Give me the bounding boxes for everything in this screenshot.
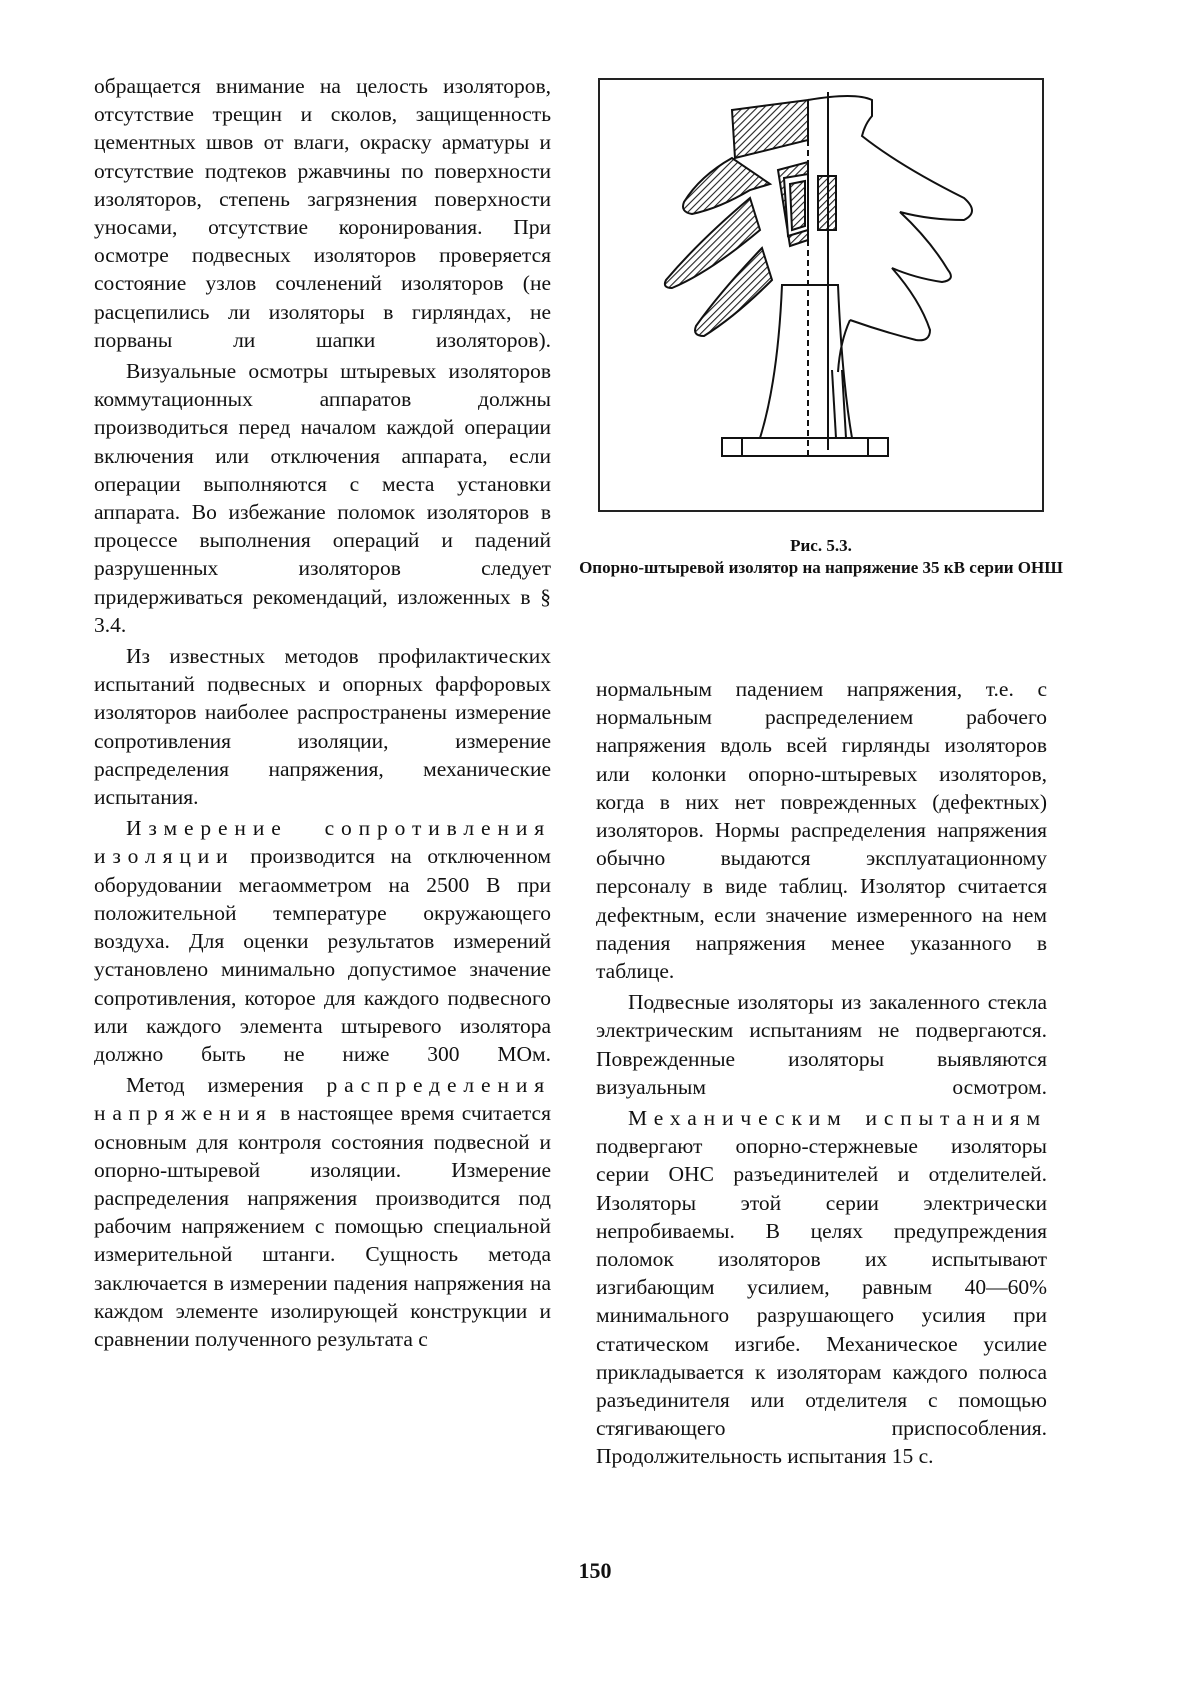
paragraph-6: нормальным падением напряжения, т.е. с нормальным распределением рабочего напряжения вдоль всей гирлянды изоляторов или колонки опорно-штыревых изоляторов, когда в них нет поврежденных (дефектных) изоляторов. Нормы распределения напряжения обычно выдаются эксплуатационному персоналу в виде таблиц. Изолятор считается дефектным, если значение измеренного на нем падения напряжения менее указанного в таблице.	[596, 677, 1047, 984]
right-text-column	[596, 675, 1047, 1471]
insulator-figure	[598, 78, 1044, 512]
paragraph-5	[94, 1071, 551, 1353]
paragraph-5-start: Метод измерения	[126, 1073, 327, 1098]
paragraph-8	[596, 1104, 1047, 1471]
page-number: 150	[578, 1558, 612, 1583]
paragraph-1: обращается внимание на целость изоляторов, отсутствие трещин и сколов, защищенность цементных швов от влаги, окраску арматуры и отсутствие подтеков ржавчины по поверхности изоляторов, степень загрязнения поверхности уносами, отсутствие коронирования. При осмотре подвесных изоляторов проверяется состояние узлов сочленений изоляторов (не расцепились ли изоляторы в гирляндах, не порваны ли шапки изоляторов).	[94, 74, 551, 352]
paragraph-7: Подвесные изоляторы из закаленного стекла электрическим испытаниям не подвергаются. Поврежденные изоляторы выявляются визуальным осмотром.	[596, 990, 1047, 1099]
spaced-term-distribution: распределения напряжения	[94, 1073, 551, 1126]
left-text-column	[94, 72, 551, 1353]
paragraph-4	[94, 814, 551, 1068]
insulator-drawing	[600, 80, 1042, 510]
spaced-term-mechanical: Механическим испытаниям	[628, 1106, 1047, 1131]
figure-number: Рис. 5.3.	[790, 536, 852, 555]
paragraph-8-text: подвергают опорно-стержневые изоляторы серии ОНС разъединителей и отделителей. Изоляторы этой серии электрически непробиваемы. В целях предупреждения поломок изоляторов их испытывают изгибающим усилием, равным 40—60% минимального разрушающего усилия при статическом изгибе. Механическое усилие прикладывается к изоляторам каждого полюса разъединителя или отделителя с помощью стягивающего приспособления. Продолжительность испытания 15 с.	[596, 1134, 1047, 1469]
paragraph-5-text: в настоящее время считается основным для контроля состояния подвесной и опорно-штыревой изоляции. Измерение распределения напряжения производится под рабочим напряжением с помощью специальной измерительной штанги. Сущность метода заключается в измерении падения напряжения на каждом элементе изолирующей конструкции и сравнении полученного результата с	[94, 1101, 551, 1351]
paragraph-3: Из известных методов профилактических испытаний подвесных и опорных фарфоровых изоляторов наиболее распространены измерение сопротивления изоляции, измерение распределения напряжения, механические испытания.	[94, 644, 551, 810]
spaced-term-resistance: Измерение сопротивления изоляции	[94, 816, 551, 869]
figure-caption: Опорно-штыревой изолятор на напряжение 35 кВ серии ОНШ	[579, 558, 1063, 577]
paragraph-2: Визуальные осмотры штыревых изоляторов коммутационных аппаратов должны производиться перед началом каждой операции включения или отключения аппарата, если операции выполняются с места установки аппарата. Во избежание поломок изоляторов в процессе выполнения операций и падений разрушенных изоляторов следует придерживаться рекомендаций, изложенных в § 3.4.	[94, 359, 551, 637]
paragraph-4-text: производится на отключенном оборудовании мегаомметром на 2500 В при положительной температуре окружающего воздуха. Для оценки результатов измерений установлено минимально допустимое значение сопротивления, которое для каждого подвесного или каждого элемента штыревого изолятора должно быть не ниже 300 МОм.	[94, 844, 551, 1066]
